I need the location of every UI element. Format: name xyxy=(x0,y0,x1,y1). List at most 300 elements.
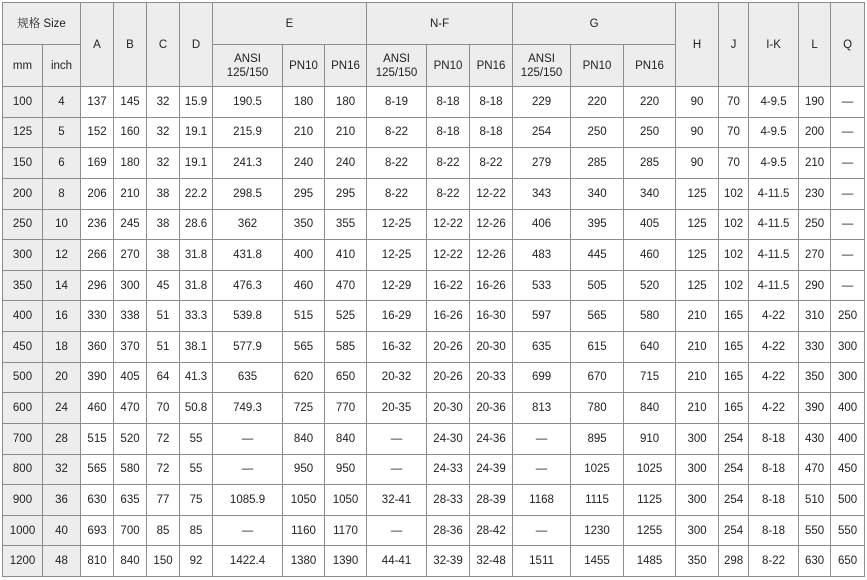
table-cell: 295 xyxy=(283,178,325,209)
table-cell: 4-11.5 xyxy=(749,209,799,240)
cell-size-mm: 600 xyxy=(3,393,43,424)
table-cell: 12-25 xyxy=(367,240,427,271)
table-cell: 410 xyxy=(325,240,367,271)
table-cell: 1050 xyxy=(325,485,367,516)
table-cell: 550 xyxy=(799,515,831,546)
table-cell: 840 xyxy=(325,423,367,454)
header-g: G xyxy=(513,3,676,45)
header-e: E xyxy=(213,3,367,45)
table-cell: 1455 xyxy=(571,546,624,577)
table-cell: 152 xyxy=(81,117,114,148)
table-cell: 20-33 xyxy=(470,362,513,393)
table-cell: 240 xyxy=(283,148,325,179)
table-cell: 12-26 xyxy=(470,240,513,271)
table-cell: 77 xyxy=(147,485,180,516)
table-cell: 615 xyxy=(571,332,624,363)
table-row xyxy=(3,454,865,485)
table-cell: — xyxy=(213,423,283,454)
cell-size-inch: 28 xyxy=(43,423,81,454)
table-cell: 8-18 xyxy=(470,87,513,118)
table-row xyxy=(3,87,865,118)
table-cell: 350 xyxy=(283,209,325,240)
table-cell: 20-26 xyxy=(427,332,470,363)
table-cell: 16-26 xyxy=(427,301,470,332)
cell-size-mm: 350 xyxy=(3,270,43,301)
table-cell: 22.2 xyxy=(180,178,213,209)
table-cell: 250 xyxy=(571,117,624,148)
table-cell: 430 xyxy=(799,423,831,454)
cell-size-inch: 14 xyxy=(43,270,81,301)
header-nf-ansi-l2: 125/150 xyxy=(375,66,418,79)
cell-size-inch: 12 xyxy=(43,240,81,271)
table-cell: 4-22 xyxy=(749,301,799,332)
table-cell: 4-22 xyxy=(749,393,799,424)
table-cell: 8-19 xyxy=(367,87,427,118)
table-cell: 355 xyxy=(325,209,367,240)
table-cell: 1025 xyxy=(571,454,624,485)
table-cell: 51 xyxy=(147,332,180,363)
table-cell: 597 xyxy=(513,301,571,332)
table-cell: 31.8 xyxy=(180,240,213,271)
table-cell: 1380 xyxy=(283,546,325,577)
table-cell: — xyxy=(513,454,571,485)
table-cell: 1390 xyxy=(325,546,367,577)
header-e-ansi xyxy=(213,45,283,87)
table-cell: 31.8 xyxy=(180,270,213,301)
table-cell: 405 xyxy=(624,209,676,240)
table-cell: 44-41 xyxy=(367,546,427,577)
table-cell: 1485 xyxy=(624,546,676,577)
table-cell: 1170 xyxy=(325,515,367,546)
table-cell: — xyxy=(213,454,283,485)
table-cell: 210 xyxy=(676,393,719,424)
cell-size-inch: 8 xyxy=(43,178,81,209)
cell-size-mm: 800 xyxy=(3,454,43,485)
table-row xyxy=(3,423,865,454)
table-cell: 165 xyxy=(719,332,749,363)
table-cell: 70 xyxy=(719,148,749,179)
table-cell: 520 xyxy=(624,270,676,301)
table-cell: 445 xyxy=(571,240,624,271)
table-cell: 210 xyxy=(325,117,367,148)
header-nf-ansi-l1: ANSI xyxy=(383,52,410,65)
table-cell: 298.5 xyxy=(213,178,283,209)
table-cell: 4-11.5 xyxy=(749,240,799,271)
cell-size-inch: 48 xyxy=(43,546,81,577)
table-cell: 565 xyxy=(81,454,114,485)
table-cell: 20-30 xyxy=(470,332,513,363)
table-cell: 12-25 xyxy=(367,209,427,240)
table-cell: 640 xyxy=(624,332,676,363)
table-cell: 28.6 xyxy=(180,209,213,240)
table-cell: 1160 xyxy=(283,515,325,546)
table-cell: 38 xyxy=(147,240,180,271)
cell-size-mm: 100 xyxy=(3,87,43,118)
table-cell: 406 xyxy=(513,209,571,240)
table-cell: 300 xyxy=(676,515,719,546)
table-cell: 12-29 xyxy=(367,270,427,301)
table-row xyxy=(3,546,865,577)
table-cell: 51 xyxy=(147,301,180,332)
table-cell: 8-18 xyxy=(749,423,799,454)
table-cell: 70 xyxy=(147,393,180,424)
header-g-pn10: PN10 xyxy=(571,45,624,87)
table-cell: 8-18 xyxy=(749,454,799,485)
table-cell: 220 xyxy=(624,87,676,118)
table-cell: 32-39 xyxy=(427,546,470,577)
table-cell: 20-35 xyxy=(367,393,427,424)
table-row xyxy=(3,209,865,240)
table-cell: 12-26 xyxy=(470,209,513,240)
table-cell: 254 xyxy=(719,454,749,485)
table-cell: 28-36 xyxy=(427,515,470,546)
table-cell: 635 xyxy=(213,362,283,393)
table-cell: 229 xyxy=(513,87,571,118)
table-cell: 250 xyxy=(624,117,676,148)
table-cell: 330 xyxy=(81,301,114,332)
table-cell: 4-22 xyxy=(749,332,799,363)
table-cell: 515 xyxy=(283,301,325,332)
table-cell: 254 xyxy=(719,515,749,546)
table-cell: 8-18 xyxy=(749,515,799,546)
header-e-pn16: PN16 xyxy=(325,45,367,87)
table-cell: 206 xyxy=(81,178,114,209)
table-cell: 16-30 xyxy=(470,301,513,332)
table-cell: 749.3 xyxy=(213,393,283,424)
table-cell: 580 xyxy=(114,454,147,485)
table-cell: 236 xyxy=(81,209,114,240)
table-cell: 1422.4 xyxy=(213,546,283,577)
table-cell: 350 xyxy=(799,362,831,393)
cell-size-mm: 400 xyxy=(3,301,43,332)
cell-size-mm: 450 xyxy=(3,332,43,363)
table-cell: 520 xyxy=(114,423,147,454)
table-cell: 102 xyxy=(719,178,749,209)
table-cell: 72 xyxy=(147,423,180,454)
table-cell: 210 xyxy=(676,332,719,363)
table-cell: 840 xyxy=(283,423,325,454)
table-cell: 510 xyxy=(799,485,831,516)
table-cell: 338 xyxy=(114,301,147,332)
header-nf: N-F xyxy=(367,3,513,45)
table-cell: 24-30 xyxy=(427,423,470,454)
table-cell: — xyxy=(831,148,865,179)
table-cell: 90 xyxy=(676,148,719,179)
header-j: J xyxy=(719,3,749,87)
table-row xyxy=(3,178,865,209)
table-cell: — xyxy=(831,117,865,148)
table-cell: 8-22 xyxy=(367,178,427,209)
table-cell: 8-22 xyxy=(427,178,470,209)
cell-size-inch: 5 xyxy=(43,117,81,148)
table-cell: 4-11.5 xyxy=(749,270,799,301)
table-cell: 310 xyxy=(799,301,831,332)
table-cell: — xyxy=(831,240,865,271)
table-cell: 32-41 xyxy=(367,485,427,516)
table-cell: 400 xyxy=(831,393,865,424)
table-row xyxy=(3,393,865,424)
table-cell: 8-18 xyxy=(427,117,470,148)
table-cell: 165 xyxy=(719,362,749,393)
cell-size-inch: 40 xyxy=(43,515,81,546)
header-size: 规格 Size xyxy=(3,3,81,45)
table-cell: 92 xyxy=(180,546,213,577)
table-cell: 910 xyxy=(624,423,676,454)
table-cell: 230 xyxy=(799,178,831,209)
table-cell: 1025 xyxy=(624,454,676,485)
table-cell: 539.8 xyxy=(213,301,283,332)
header-nf-pn10: PN10 xyxy=(427,45,470,87)
table-cell: 55 xyxy=(180,423,213,454)
table-cell: 810 xyxy=(81,546,114,577)
table-cell: 400 xyxy=(283,240,325,271)
table-cell: — xyxy=(831,270,865,301)
table-cell: 210 xyxy=(676,362,719,393)
table-cell: 33.3 xyxy=(180,301,213,332)
table-cell: 450 xyxy=(831,454,865,485)
table-cell: 700 xyxy=(114,515,147,546)
table-cell: 32 xyxy=(147,117,180,148)
table-cell: 28-33 xyxy=(427,485,470,516)
table-cell: 254 xyxy=(719,423,749,454)
table-row xyxy=(3,362,865,393)
header-h: H xyxy=(676,3,719,87)
table-cell: 125 xyxy=(676,270,719,301)
header-mm: mm xyxy=(3,45,43,87)
table-cell: 19.1 xyxy=(180,117,213,148)
cell-size-mm: 700 xyxy=(3,423,43,454)
table-cell: 24-33 xyxy=(427,454,470,485)
table-cell: 950 xyxy=(283,454,325,485)
cell-size-mm: 300 xyxy=(3,240,43,271)
table-cell: 460 xyxy=(624,240,676,271)
table-cell: — xyxy=(367,454,427,485)
cell-size-mm: 500 xyxy=(3,362,43,393)
table-cell: 505 xyxy=(571,270,624,301)
table-cell: 125 xyxy=(676,209,719,240)
table-cell: 580 xyxy=(624,301,676,332)
table-cell: 1115 xyxy=(571,485,624,516)
cell-size-mm: 900 xyxy=(3,485,43,516)
table-cell: 32-48 xyxy=(470,546,513,577)
cell-size-mm: 125 xyxy=(3,117,43,148)
table-cell: 160 xyxy=(114,117,147,148)
table-cell: 190.5 xyxy=(213,87,283,118)
cell-size-mm: 200 xyxy=(3,178,43,209)
table-row xyxy=(3,240,865,271)
table-cell: 515 xyxy=(81,423,114,454)
table-cell: 210 xyxy=(799,148,831,179)
table-cell: 16-26 xyxy=(470,270,513,301)
table-cell: 300 xyxy=(676,485,719,516)
table-cell: 240 xyxy=(325,148,367,179)
table-row xyxy=(3,148,865,179)
table-cell: 90 xyxy=(676,117,719,148)
table-cell: 813 xyxy=(513,393,571,424)
table-cell: 210 xyxy=(676,301,719,332)
table-cell: 85 xyxy=(147,515,180,546)
table-cell: — xyxy=(367,515,427,546)
table-cell: 102 xyxy=(719,240,749,271)
table-cell: 32 xyxy=(147,148,180,179)
table-cell: 630 xyxy=(799,546,831,577)
table-cell: 470 xyxy=(325,270,367,301)
table-cell: 350 xyxy=(676,546,719,577)
cell-size-inch: 36 xyxy=(43,485,81,516)
header-l: L xyxy=(799,3,831,87)
table-cell: 715 xyxy=(624,362,676,393)
header-q: Q xyxy=(831,3,865,87)
table-cell: — xyxy=(831,178,865,209)
cell-size-inch: 24 xyxy=(43,393,81,424)
table-cell: 635 xyxy=(114,485,147,516)
table-cell: 45 xyxy=(147,270,180,301)
cell-size-inch: 16 xyxy=(43,301,81,332)
table-cell: 620 xyxy=(283,362,325,393)
table-cell: 500 xyxy=(831,485,865,516)
table-cell: 8-22 xyxy=(749,546,799,577)
table-cell: 1050 xyxy=(283,485,325,516)
table-cell: 780 xyxy=(571,393,624,424)
table-cell: 20-36 xyxy=(470,393,513,424)
header-nf-ansi xyxy=(367,45,427,87)
table-cell: 180 xyxy=(114,148,147,179)
table-cell: 241.3 xyxy=(213,148,283,179)
table-cell: 431.8 xyxy=(213,240,283,271)
cell-size-inch: 20 xyxy=(43,362,81,393)
table-cell: 895 xyxy=(571,423,624,454)
table-cell: 38.1 xyxy=(180,332,213,363)
table-cell: 220 xyxy=(571,87,624,118)
table-cell: 4-9.5 xyxy=(749,87,799,118)
table-row xyxy=(3,515,865,546)
table-cell: 8-22 xyxy=(367,148,427,179)
table-cell: 270 xyxy=(114,240,147,271)
table-cell: 4-9.5 xyxy=(749,148,799,179)
table-cell: — xyxy=(213,515,283,546)
table-row xyxy=(3,270,865,301)
table-cell: 55 xyxy=(180,454,213,485)
table-cell: 340 xyxy=(624,178,676,209)
table-cell: 180 xyxy=(283,87,325,118)
table-cell: 41.3 xyxy=(180,362,213,393)
table-cell: 20-32 xyxy=(367,362,427,393)
cell-size-mm: 1200 xyxy=(3,546,43,577)
table-cell: 8-22 xyxy=(470,148,513,179)
table-cell: 72 xyxy=(147,454,180,485)
table-cell: 390 xyxy=(81,362,114,393)
header-e-ansi-l1: ANSI xyxy=(234,52,261,65)
table-cell: 38 xyxy=(147,209,180,240)
table-cell: 64 xyxy=(147,362,180,393)
table-cell: 1230 xyxy=(571,515,624,546)
table-cell: 279 xyxy=(513,148,571,179)
table-cell: 150 xyxy=(147,546,180,577)
table-cell: 460 xyxy=(283,270,325,301)
cell-size-mm: 150 xyxy=(3,148,43,179)
cell-size-mm: 1000 xyxy=(3,515,43,546)
table-cell: 190 xyxy=(799,87,831,118)
table-cell: 254 xyxy=(513,117,571,148)
cell-size-inch: 32 xyxy=(43,454,81,485)
table-cell: 16-29 xyxy=(367,301,427,332)
table-cell: 245 xyxy=(114,209,147,240)
table-cell: 20-26 xyxy=(427,362,470,393)
table-cell: — xyxy=(831,87,865,118)
table-cell: 525 xyxy=(325,301,367,332)
table-cell: 19.1 xyxy=(180,148,213,179)
table-cell: 370 xyxy=(114,332,147,363)
table-cell: 70 xyxy=(719,87,749,118)
header-nf-pn16: PN16 xyxy=(470,45,513,87)
table-cell: 670 xyxy=(571,362,624,393)
header-c: C xyxy=(147,3,180,87)
table-cell: 699 xyxy=(513,362,571,393)
table-cell: 565 xyxy=(571,301,624,332)
table-cell: 285 xyxy=(624,148,676,179)
table-cell: 125 xyxy=(676,178,719,209)
table-row xyxy=(3,485,865,516)
table-cell: 210 xyxy=(283,117,325,148)
table-cell: 165 xyxy=(719,393,749,424)
table-cell: 585 xyxy=(325,332,367,363)
table-cell: 650 xyxy=(325,362,367,393)
table-cell: 125 xyxy=(676,240,719,271)
header-g-ansi-l2: 125/150 xyxy=(520,66,563,79)
table-cell: 24-39 xyxy=(470,454,513,485)
table-cell: 483 xyxy=(513,240,571,271)
table-cell: 300 xyxy=(831,332,865,363)
table-body xyxy=(3,87,865,577)
table-cell: 290 xyxy=(799,270,831,301)
table-cell: 8-18 xyxy=(470,117,513,148)
header-ik: I-K xyxy=(749,3,799,87)
table-cell: 8-18 xyxy=(749,485,799,516)
table-cell: 38 xyxy=(147,178,180,209)
table-cell: 28-42 xyxy=(470,515,513,546)
table-cell: 24-36 xyxy=(470,423,513,454)
table-cell: 298 xyxy=(719,546,749,577)
table-cell: 1255 xyxy=(624,515,676,546)
table-cell: 28-39 xyxy=(470,485,513,516)
table-cell: 145 xyxy=(114,87,147,118)
cell-size-mm: 250 xyxy=(3,209,43,240)
table-cell: 4-11.5 xyxy=(749,178,799,209)
table-cell: 296 xyxy=(81,270,114,301)
table-cell: 650 xyxy=(831,546,865,577)
table-cell: 470 xyxy=(799,454,831,485)
table-cell: 460 xyxy=(81,393,114,424)
header-inch: inch xyxy=(43,45,81,87)
table-cell: — xyxy=(513,515,571,546)
table-cell: 300 xyxy=(831,362,865,393)
table-cell: 8-22 xyxy=(367,117,427,148)
table-cell: 362 xyxy=(213,209,283,240)
table-cell: 32 xyxy=(147,87,180,118)
table-cell: — xyxy=(513,423,571,454)
table-cell: 340 xyxy=(571,178,624,209)
table-cell: 950 xyxy=(325,454,367,485)
table-row xyxy=(3,117,865,148)
table-cell: 285 xyxy=(571,148,624,179)
table-cell: 137 xyxy=(81,87,114,118)
header-g-ansi xyxy=(513,45,571,87)
cell-size-inch: 10 xyxy=(43,209,81,240)
table-cell: 300 xyxy=(676,454,719,485)
table-cell: 770 xyxy=(325,393,367,424)
table-cell: 12-22 xyxy=(427,209,470,240)
table-cell: 266 xyxy=(81,240,114,271)
